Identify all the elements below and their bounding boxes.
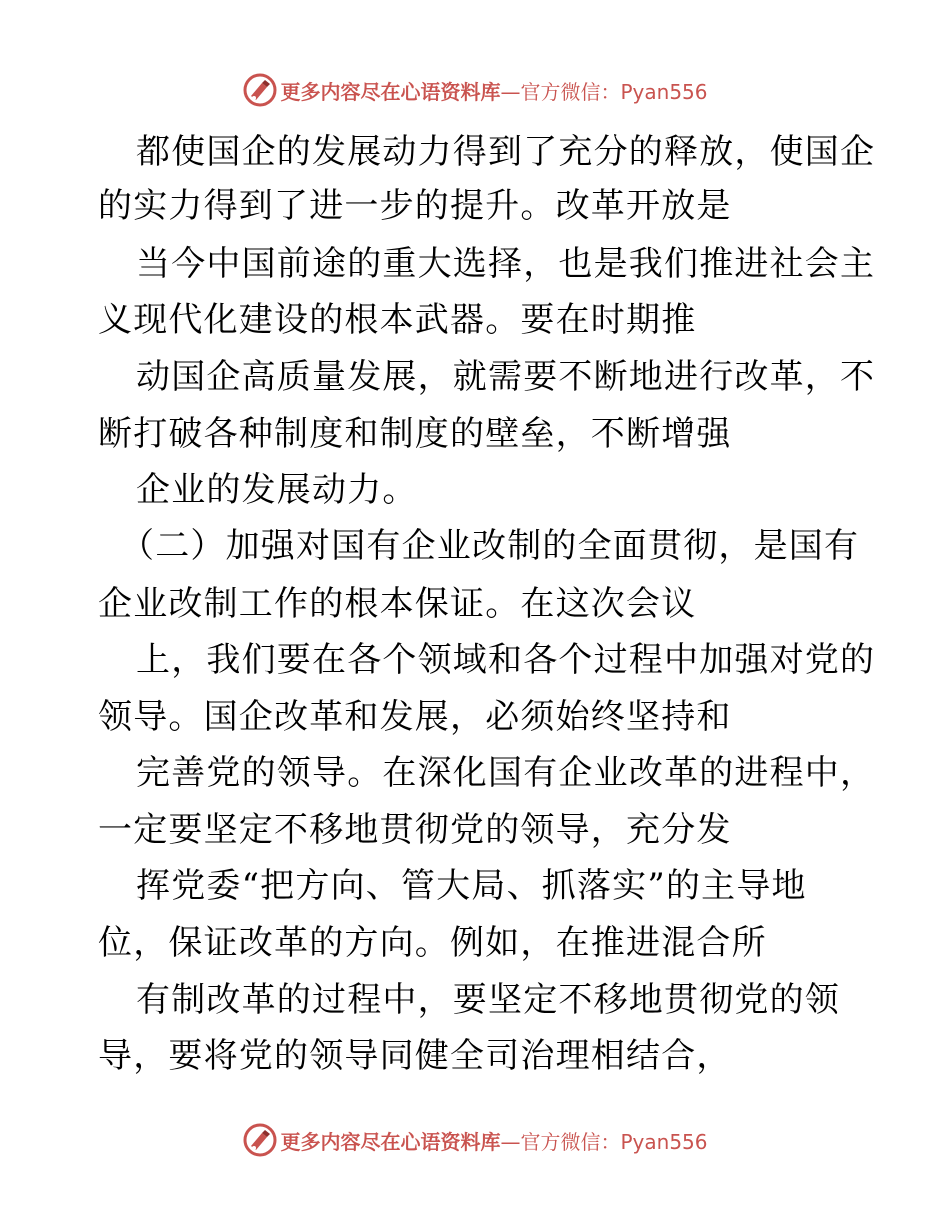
brand-logo-icon [242, 1122, 278, 1158]
footer-banner-text [280, 1126, 707, 1155]
body-line: 领导。国企改革和发展，必须始终坚持和 [98, 697, 732, 737]
body-line: 上，我们要在各个领域和各个过程中加强对党的 [136, 640, 876, 680]
body-line: 断打破各种制度和制度的壁垒，不断增强 [98, 414, 732, 454]
body-line: 企业的发展动力。 [136, 470, 418, 510]
header-wechat-id: Pyan556 [620, 79, 708, 104]
body-line: 位，保证改革的方向。例如，在推进混合所 [98, 923, 767, 963]
body-line: 的实力得到了进一步的提升。改革开放是 [98, 186, 732, 226]
body-line: 当今中国前途的重大选择，也是我们推进社会主 [136, 244, 876, 284]
body-line: 有制改革的过程中，要坚定不移地贯彻党的领 [136, 980, 840, 1020]
header-brand: 更多内容尽在心语资料库 [280, 79, 501, 104]
brand-logo-icon [242, 72, 278, 108]
body-line: 一定要坚定不移地贯彻党的领导，充分发 [98, 810, 732, 850]
header-wechat-label: 官方微信： [520, 79, 621, 104]
footer-banner [0, 1120, 950, 1160]
header-banner-text [280, 76, 707, 105]
header-separator: — [500, 79, 521, 104]
body-line: 企业改制工作的根本保证。在这次会议 [98, 584, 697, 624]
footer-wechat-id: Pyan556 [620, 1129, 708, 1154]
header-banner [0, 70, 950, 110]
footer-separator: — [500, 1129, 521, 1154]
body-line: （二）加强对国有企业改制的全面贯彻，是国有 [120, 526, 860, 566]
footer-wechat-label: 官方微信： [520, 1129, 621, 1154]
body-line: 动国企高质量发展，就需要不断地进行改革，不 [136, 357, 876, 397]
body-line: 挥党委“把方向、管大局、抓落实”的主导地 [136, 866, 807, 906]
footer-brand: 更多内容尽在心语资料库 [280, 1129, 501, 1154]
body-line: 都使国企的发展动力得到了充分的释放，使国企 [136, 132, 876, 172]
body-line: 义现代化建设的根本武器。要在时期推 [98, 300, 697, 340]
body-line: 导，要将党的领导同健全司治理相结合， [98, 1036, 732, 1076]
body-line: 完善党的领导。在深化国有企业改革的进程中， [136, 753, 876, 793]
